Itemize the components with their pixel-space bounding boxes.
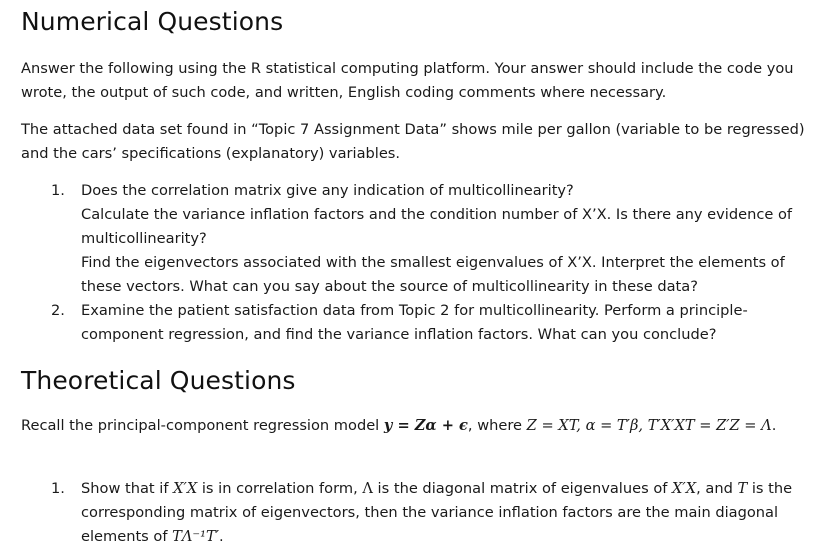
math-expression: X′X bbox=[672, 480, 697, 497]
data-description-text: The attached data set found in “Topic 7 Assignment Data” shows mile per gallon (variable to be regressed) and the cars’ specifications (explanatory) variables. bbox=[21, 121, 805, 162]
numerical-question-list bbox=[0, 179, 834, 347]
list-item-number: 1. bbox=[51, 480, 65, 497]
list-item-number: 1. bbox=[51, 182, 65, 199]
math-expression: Λ bbox=[362, 480, 373, 497]
question-line: Examine the patient satisfaction data from Topic 2 for multicollinearity. Perform a principle-component regression, and find the variance inflation factors. What can you conclude? bbox=[81, 302, 748, 343]
question-line: Find the eigenvectors associated with the smallest eigenvalues of X’X. Interpret the elements of these vectors. What can you say about the source of multicollinearity in these data? bbox=[81, 254, 785, 295]
question-text: Show that if bbox=[81, 480, 169, 497]
intro-paragraph bbox=[21, 57, 821, 105]
list-item bbox=[0, 477, 834, 549]
question-text: . bbox=[219, 528, 224, 545]
list-item bbox=[0, 299, 834, 347]
question-text: , and bbox=[696, 480, 733, 497]
end-period: . bbox=[771, 417, 777, 434]
recall-text bbox=[21, 414, 781, 438]
question-line: Does the correlation matrix give any indication of multicollinearity? bbox=[81, 182, 574, 199]
math-expression: TΛ⁻¹T′ bbox=[172, 528, 220, 545]
numerical-questions-heading: Numerical Questions bbox=[21, 7, 284, 36]
question-text: is in correlation form, bbox=[201, 480, 358, 497]
list-item-number: 2. bbox=[51, 302, 65, 319]
where-text: , where bbox=[467, 417, 523, 434]
intro-text: Answer the following using the R statistical computing platform. Your answer should include the code you wrote, the output of such code, and written, English coding comments where necessary. bbox=[21, 60, 794, 101]
recall-paragraph bbox=[21, 414, 781, 438]
question-line: Calculate the variance inflation factors and the condition number of X’X. Is there any evidence of multicollinearity? bbox=[81, 206, 793, 247]
question-text: is the corresponding matrix of eigenvectors, then the variance inflation factors are the main diagonal elements of bbox=[81, 480, 793, 545]
model-equation: y = Zα + ϵ bbox=[383, 417, 468, 434]
theoretical-question-list bbox=[0, 477, 834, 549]
theoretical-questions-heading: Theoretical Questions bbox=[21, 366, 296, 395]
math-expression: X′X bbox=[173, 480, 198, 497]
question-text: is the diagonal matrix of eigenvalues of bbox=[377, 480, 668, 497]
definition-equation: Z = XT, α = T′β, T′X′XT = Z′Z = Λ bbox=[526, 417, 772, 434]
data-description-paragraph bbox=[21, 118, 821, 166]
recall-intro: Recall the principal-component regression model bbox=[21, 417, 380, 434]
math-expression: T bbox=[737, 480, 748, 497]
list-item bbox=[0, 179, 834, 299]
